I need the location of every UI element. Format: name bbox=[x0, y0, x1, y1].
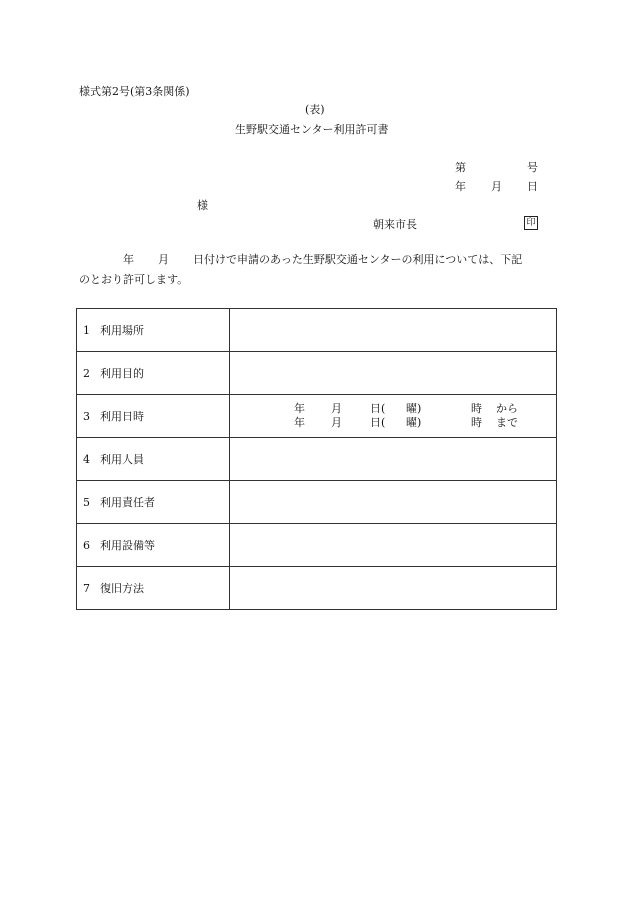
row-number: 3 bbox=[83, 410, 90, 423]
row-label-text: 利用人員 bbox=[100, 453, 144, 466]
row-label-text: 利用場所 bbox=[100, 324, 144, 337]
row-number: 6 bbox=[83, 539, 90, 552]
document-number-prefix: 第 bbox=[455, 161, 466, 174]
body-text-line1 bbox=[79, 253, 522, 267]
dt-until: まで bbox=[496, 416, 518, 429]
row-value-cell bbox=[230, 352, 557, 395]
issue-date-month: 月 bbox=[491, 180, 502, 193]
dt-day: 日( bbox=[370, 416, 386, 429]
dt-month: 月 bbox=[331, 402, 342, 415]
row-label bbox=[77, 309, 230, 352]
row-label-text: 利用目的 bbox=[100, 367, 144, 380]
issue-date-day: 日 bbox=[527, 180, 538, 193]
table-row bbox=[77, 309, 557, 352]
row-label bbox=[77, 567, 230, 610]
row-number: 7 bbox=[83, 582, 90, 595]
addressee-suffix: 様 bbox=[197, 199, 208, 212]
dt-month: 月 bbox=[331, 416, 342, 429]
dt-weekday: 曜) bbox=[406, 416, 422, 429]
body-text-line2: のとおり許可します。 bbox=[79, 273, 189, 286]
dt-hour: 時 bbox=[471, 416, 482, 429]
row-label bbox=[77, 352, 230, 395]
table-row bbox=[77, 352, 557, 395]
row-number: 2 bbox=[83, 367, 90, 380]
row-value-cell bbox=[230, 524, 557, 567]
permit-table bbox=[76, 308, 557, 610]
table-row bbox=[77, 567, 557, 610]
table-row bbox=[77, 524, 557, 567]
row-value-cell bbox=[230, 438, 557, 481]
row-label bbox=[77, 438, 230, 481]
dt-hour: 時 bbox=[471, 402, 482, 415]
row-value-cell bbox=[230, 567, 557, 610]
body-year: 年 bbox=[123, 253, 134, 266]
table-row bbox=[77, 395, 557, 438]
row-number: 1 bbox=[83, 324, 90, 337]
row-label bbox=[77, 395, 230, 438]
datetime-start-line bbox=[230, 402, 556, 416]
table-row bbox=[77, 438, 557, 481]
seal-mark: 印 bbox=[524, 216, 538, 230]
dt-weekday: 曜) bbox=[406, 402, 422, 415]
side-label: (表) bbox=[305, 103, 325, 116]
row-value-cell bbox=[230, 309, 557, 352]
row-number: 5 bbox=[83, 496, 90, 509]
row-label bbox=[77, 524, 230, 567]
row-number: 4 bbox=[83, 453, 90, 466]
row-label-text: 復旧方法 bbox=[100, 582, 144, 595]
dt-from: から bbox=[496, 402, 518, 415]
issue-date-year: 年 bbox=[455, 180, 466, 193]
dt-day: 日( bbox=[370, 402, 386, 415]
body-text: 日付けで申請のあった生野駅交通センターの利用については、下記 bbox=[193, 253, 523, 266]
row-label bbox=[77, 481, 230, 524]
issuer-name: 朝来市長 bbox=[373, 218, 417, 231]
row-value-cell bbox=[230, 481, 557, 524]
row-label-text: 利用責任者 bbox=[100, 496, 155, 509]
body-month: 月 bbox=[158, 253, 169, 266]
datetime-cell bbox=[230, 395, 557, 438]
document-title: 生野駅交通センター利用許可書 bbox=[235, 123, 389, 136]
table-row bbox=[77, 481, 557, 524]
document-number-suffix: 号 bbox=[527, 161, 538, 174]
form-number: 様式第2号(第3条関係) bbox=[79, 85, 190, 98]
row-label-text: 利用日時 bbox=[100, 410, 144, 423]
row-label-text: 利用設備等 bbox=[100, 539, 155, 552]
datetime-end-line bbox=[230, 416, 556, 430]
dt-year: 年 bbox=[294, 416, 305, 429]
dt-year: 年 bbox=[294, 402, 305, 415]
